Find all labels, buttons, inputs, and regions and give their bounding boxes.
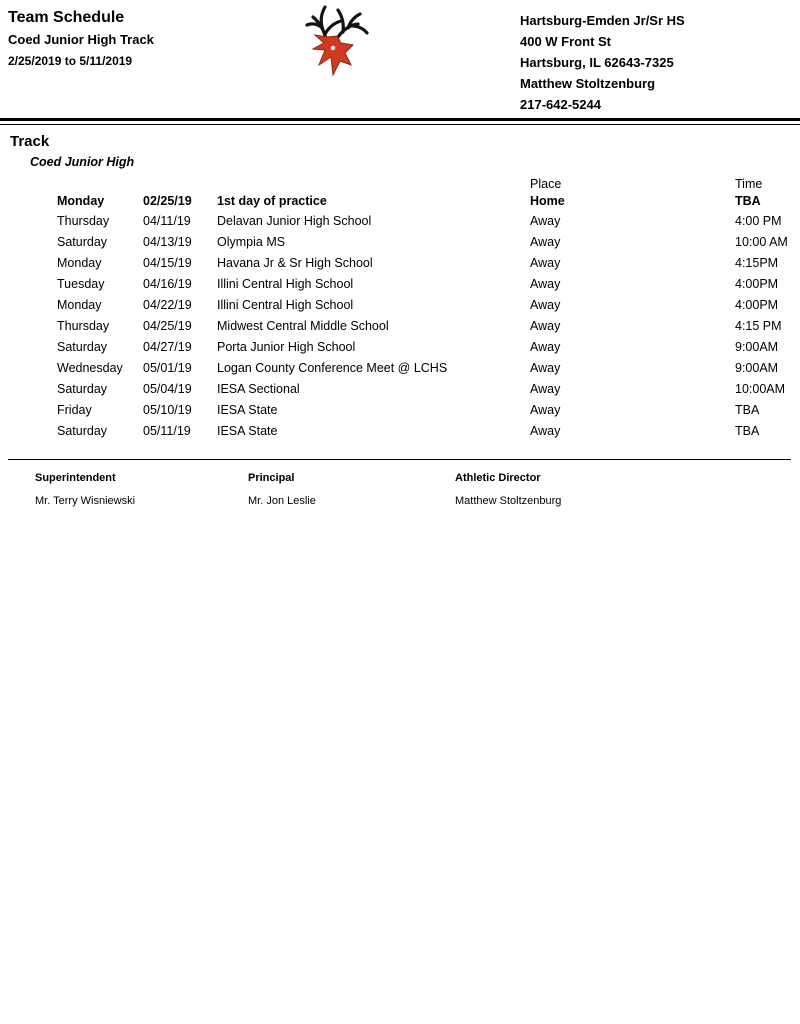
footer-contact-superintendent [35,472,135,508]
row-time: 4:00PM [735,276,779,291]
row-place: Away [530,423,561,438]
row-place: Away [530,213,561,228]
row-time: 4:15 PM [735,318,782,333]
row-date: 05/10/19 [143,402,192,417]
contact-role: Athletic Director [455,472,541,484]
row-date: 04/11/19 [143,213,191,228]
contact-name: Mr. Jon Leslie [248,495,316,507]
row-event: Havana Jr & Sr High School [217,255,373,270]
row-date: 05/04/19 [143,381,192,396]
row-day: Saturday [57,234,108,249]
contact-role: Superintendent [35,472,116,484]
row-time: 9:00AM [735,339,779,354]
row-day: Thursday [57,318,110,333]
footer-contact-principal [248,472,316,508]
row-time: 10:00 AM [735,234,788,249]
row-event: Illini Central High School [217,297,354,312]
team-name: Coed Junior High Track [8,32,154,47]
date-range: 2/25/2019 to 5/11/2019 [8,54,133,68]
school-info-block [520,10,685,115]
row-event: IESA Sectional [217,381,300,396]
contact-name: Mr. Terry Wisniewski [35,495,136,507]
school-phone: 217-642-5244 [520,97,601,112]
row-date: 04/27/19 [143,339,192,354]
row-place: Away [530,402,561,417]
contact-role: Principal [248,472,295,484]
schedule-row [0,315,800,336]
stag-mascot-icon [292,2,372,80]
row-day: Saturday [57,339,108,354]
row-date: 02/25/19 [143,193,192,208]
schedule-first-row [0,191,800,210]
row-date: 04/15/19 [143,255,192,270]
header-left-block [8,8,154,69]
school-contact-name: Matthew Stoltzenburg [520,76,656,91]
row-time: 4:15PM [735,255,779,270]
row-place: Away [530,318,561,333]
schedule-row [0,252,800,273]
row-day: Saturday [57,381,108,396]
row-event: IESA State [217,423,278,438]
row-day: Saturday [57,423,108,438]
schedule-row [0,399,800,420]
row-event: Olympia MS [217,234,286,249]
row-event: Delavan Junior High School [217,213,372,228]
row-day: Wednesday [57,360,123,375]
row-day: Monday [57,297,102,312]
school-address-line2: Hartsburg, IL 62643-7325 [520,55,674,70]
row-time: 4:00PM [735,297,779,312]
row-day: Monday [57,193,105,208]
row-date: 04/16/19 [143,276,192,291]
row-place: Away [530,255,561,270]
row-event: Midwest Central Middle School [217,318,389,333]
row-place: Away [530,381,561,396]
row-day: Tuesday [57,276,105,291]
row-place: Away [530,339,561,354]
row-event: Porta Junior High School [217,339,356,354]
school-name: Hartsburg-Emden Jr/Sr HS [520,13,685,28]
school-logo [292,2,372,80]
schedule-row [0,378,800,399]
sport-heading: Track [10,133,50,150]
row-date: 04/25/19 [143,318,192,333]
schedule-row [0,273,800,294]
footer-contact-athletic-director [455,472,561,508]
col-time-label: Time [735,176,763,191]
header-divider [0,118,800,125]
schedule-row [0,336,800,357]
schedule-row [0,294,800,315]
row-time: TBA [735,423,760,438]
row-time: TBA [735,193,761,208]
schedule-row [0,231,800,252]
row-place: Away [530,234,561,249]
row-place: Away [530,360,561,375]
row-time: TBA [735,402,760,417]
team-heading: Coed Junior High [30,155,135,169]
schedule-row [0,210,800,231]
row-place: Away [530,276,561,291]
col-place-label: Place [530,176,562,191]
schedule-row [0,357,800,378]
row-date: 05/01/19 [143,360,192,375]
row-time: 10:00AM [735,381,786,396]
row-day: Thursday [57,213,110,228]
row-date: 04/13/19 [143,234,192,249]
row-time: 9:00AM [735,360,779,375]
row-date: 05/11/19 [143,423,191,438]
school-address-line1: 400 W Front St [520,34,612,49]
footer-divider [8,459,791,460]
row-date: 04/22/19 [143,297,192,312]
row-event: Illini Central High School [217,276,354,291]
schedule-rows [0,210,800,441]
row-day: Monday [57,255,102,270]
row-event: IESA State [217,402,278,417]
row-place: Away [530,297,561,312]
row-time: 4:00 PM [735,213,782,228]
row-day: Friday [57,402,92,417]
row-event: 1st day of practice [217,193,327,208]
row-event: Logan County Conference Meet @ LCHS [217,360,448,375]
schedule-table [0,176,800,441]
schedule-column-labels [0,176,800,191]
row-place: Home [530,193,565,208]
schedule-row [0,420,800,441]
page-title: Team Schedule [8,9,125,26]
contact-name: Matthew Stoltzenburg [455,495,562,507]
